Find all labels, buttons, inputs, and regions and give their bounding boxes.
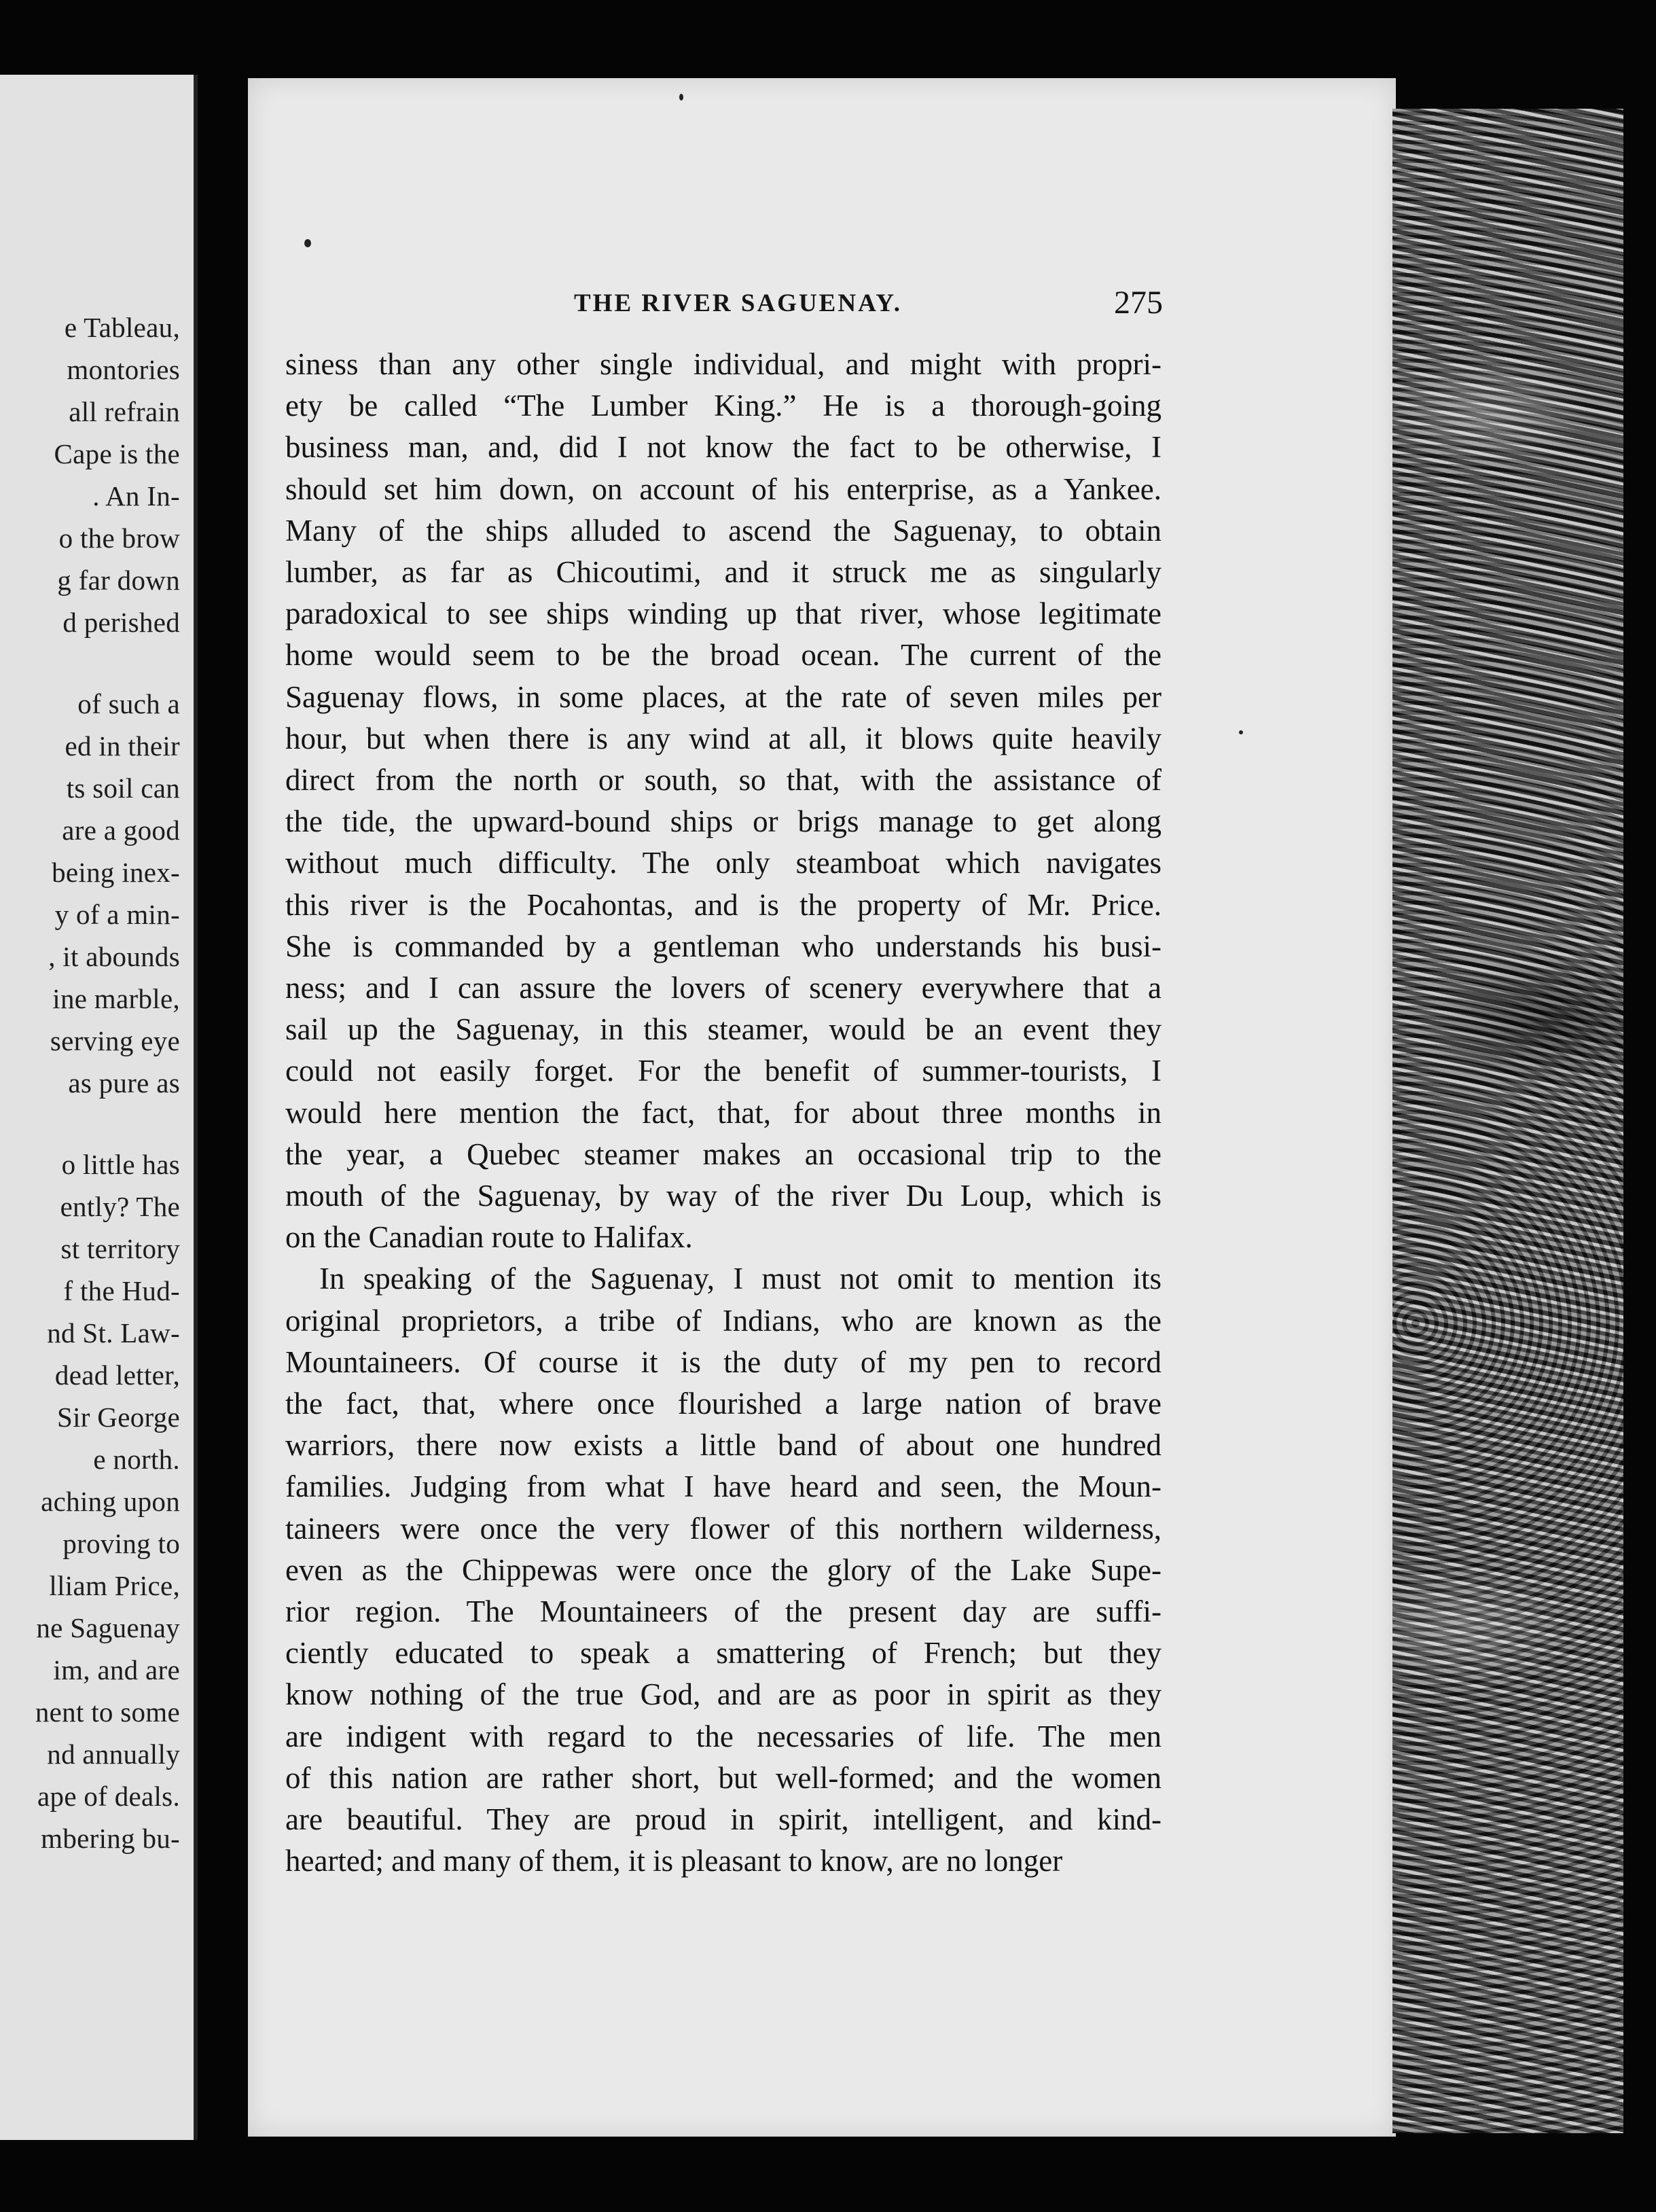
body-line: warriors, there now exists a little band of about one hundred bbox=[285, 1428, 1162, 1462]
facing-page-line: montories bbox=[67, 354, 180, 385]
body-line: this river is the Pocahontas, and is the property of Mr. Price. bbox=[285, 888, 1162, 922]
body-line: business man, and, did I not know the fact to be otherwise, I bbox=[285, 430, 1162, 464]
body-line: could not easily forget. For the benefit of summer-tourists, I bbox=[285, 1054, 1162, 1088]
body-line: In speaking of the Saguenay, I must not omit to mention its bbox=[319, 1262, 1162, 1296]
body-line: families. Judging from what I have heard and seen, the Moun- bbox=[285, 1469, 1162, 1503]
facing-page-line: being inex- bbox=[52, 857, 180, 888]
body-line: Mountaineers. Of course it is the duty of my pen to record bbox=[285, 1345, 1162, 1379]
facing-page-line: g far down bbox=[57, 565, 180, 596]
facing-page-line: e Tableau, bbox=[64, 312, 180, 343]
facing-page-line: nd annually bbox=[47, 1738, 180, 1770]
facing-page-left bbox=[0, 75, 198, 2140]
facing-page-line: im, and are bbox=[53, 1654, 180, 1685]
body-line: should set him down, on account of his enterprise, as a Yankee. bbox=[285, 472, 1162, 506]
body-line: on the Canadian route to Halifax. bbox=[285, 1220, 693, 1254]
body-line: the tide, the upward-bound ships or brigs manage to get along bbox=[285, 804, 1162, 838]
body-line: She is commanded by a gentleman who understands his busi- bbox=[285, 929, 1162, 963]
facing-page-line: Sir George bbox=[56, 1402, 180, 1433]
facing-page-line: st territory bbox=[60, 1233, 180, 1264]
body-line: ciently educated to speak a smattering of French; but they bbox=[285, 1636, 1162, 1670]
facing-page-line: nd St. Law- bbox=[47, 1317, 180, 1349]
body-line: lumber, as far as Chicoutimi, and it struck me as singularly bbox=[285, 555, 1162, 589]
ink-speck bbox=[304, 239, 311, 247]
ink-speck bbox=[679, 94, 683, 101]
body-line: without much difficulty. The only steamboat which navigates bbox=[285, 846, 1162, 880]
body-line: hearted; and many of them, it is pleasant to know, are no longer bbox=[285, 1844, 1063, 1878]
facing-page-line: mbering bu- bbox=[41, 1823, 180, 1854]
facing-page-line: y of a min- bbox=[54, 899, 180, 930]
body-line: mouth of the Saguenay, by way of the river Du Loup, which is bbox=[285, 1179, 1162, 1213]
facing-page-line: d perished bbox=[62, 607, 180, 638]
body-line: paradoxical to see ships winding up that river, whose legitimate bbox=[285, 596, 1162, 630]
facing-page-line: o the brow bbox=[58, 522, 180, 554]
marbled-endpaper bbox=[1392, 109, 1623, 2133]
facing-page-line: ently? The bbox=[60, 1191, 180, 1222]
running-head: THE RIVER SAGUENAY. bbox=[574, 289, 902, 317]
facing-page-line: o little has bbox=[61, 1149, 180, 1180]
body-line: sail up the Saguenay, in this steamer, would be an event they bbox=[285, 1012, 1162, 1046]
body-line: would here mention the fact, that, for about three months in bbox=[285, 1096, 1162, 1130]
facing-page-line: , it abounds bbox=[48, 941, 180, 972]
facing-page-line: . An In- bbox=[92, 480, 180, 512]
facing-page-line: e north. bbox=[93, 1444, 180, 1475]
body-line: the year, a Quebec steamer makes an occasional trip to the bbox=[285, 1137, 1162, 1171]
body-line: are beautiful. They are proud in spirit, intelligent, and kind- bbox=[285, 1802, 1162, 1836]
facing-page-line: lliam Price, bbox=[49, 1570, 180, 1601]
body-line: hour, but when there is any wind at all, it blows quite heavily bbox=[285, 721, 1162, 755]
body-line: Many of the ships alluded to ascend the Saguenay, to obtain bbox=[285, 514, 1162, 548]
facing-page-line: ts soil can bbox=[66, 772, 180, 804]
body-line: original proprietors, a tribe of Indians, who are known as the bbox=[285, 1304, 1162, 1338]
body-line: taineers were once the very flower of this northern wilderness, bbox=[285, 1512, 1162, 1546]
body-line: ness; and I can assure the lovers of scenery everywhere that a bbox=[285, 971, 1162, 1005]
facing-page-line: Cape is the bbox=[54, 438, 180, 469]
body-line: rior region. The Mountaineers of the present day are suffi- bbox=[285, 1594, 1162, 1628]
ink-speck bbox=[1239, 730, 1243, 734]
body-line: are indigent with regard to the necessaries of life. The men bbox=[285, 1719, 1162, 1753]
facing-page-line: as pure as bbox=[68, 1067, 180, 1099]
body-line: ety be called “The Lumber King.” He is a thorough-going bbox=[285, 389, 1162, 423]
facing-page-line: ape of deals. bbox=[37, 1781, 180, 1812]
facing-page-line: ine marble, bbox=[52, 983, 180, 1014]
body-line: the fact, that, where once flourished a large nation of brave bbox=[285, 1387, 1162, 1421]
body-line: home would seem to be the broad ocean. The current of the bbox=[285, 638, 1162, 672]
page-number: 275 bbox=[1114, 285, 1163, 321]
facing-page-line: of such a bbox=[77, 688, 180, 719]
facing-page-line: all refrain bbox=[69, 396, 180, 427]
facing-page-line: are a good bbox=[62, 815, 180, 846]
facing-page-line: dead letter, bbox=[54, 1359, 180, 1391]
facing-page-line: aching upon bbox=[41, 1486, 180, 1517]
facing-page-line: nent to some bbox=[35, 1696, 180, 1728]
facing-page-line: serving eye bbox=[50, 1025, 180, 1056]
body-line: direct from the north or south, so that, with the assistance of bbox=[285, 763, 1162, 797]
body-line: siness than any other single individual, and might with propri- bbox=[285, 347, 1162, 381]
facing-page-line: proving to bbox=[62, 1528, 180, 1559]
facing-page-line: ne Saguenay bbox=[36, 1612, 180, 1643]
body-line: Saguenay flows, in some places, at the rate of seven miles per bbox=[285, 680, 1162, 714]
facing-page-line: f the Hud- bbox=[63, 1275, 180, 1306]
body-line: even as the Chippewas were once the glory of the Lake Supe- bbox=[285, 1553, 1162, 1587]
body-line: know nothing of the true God, and are as poor in spirit as they bbox=[285, 1677, 1162, 1711]
body-line: of this nation are rather short, but well-formed; and the women bbox=[285, 1761, 1162, 1795]
facing-page-line: ed in their bbox=[65, 730, 180, 762]
